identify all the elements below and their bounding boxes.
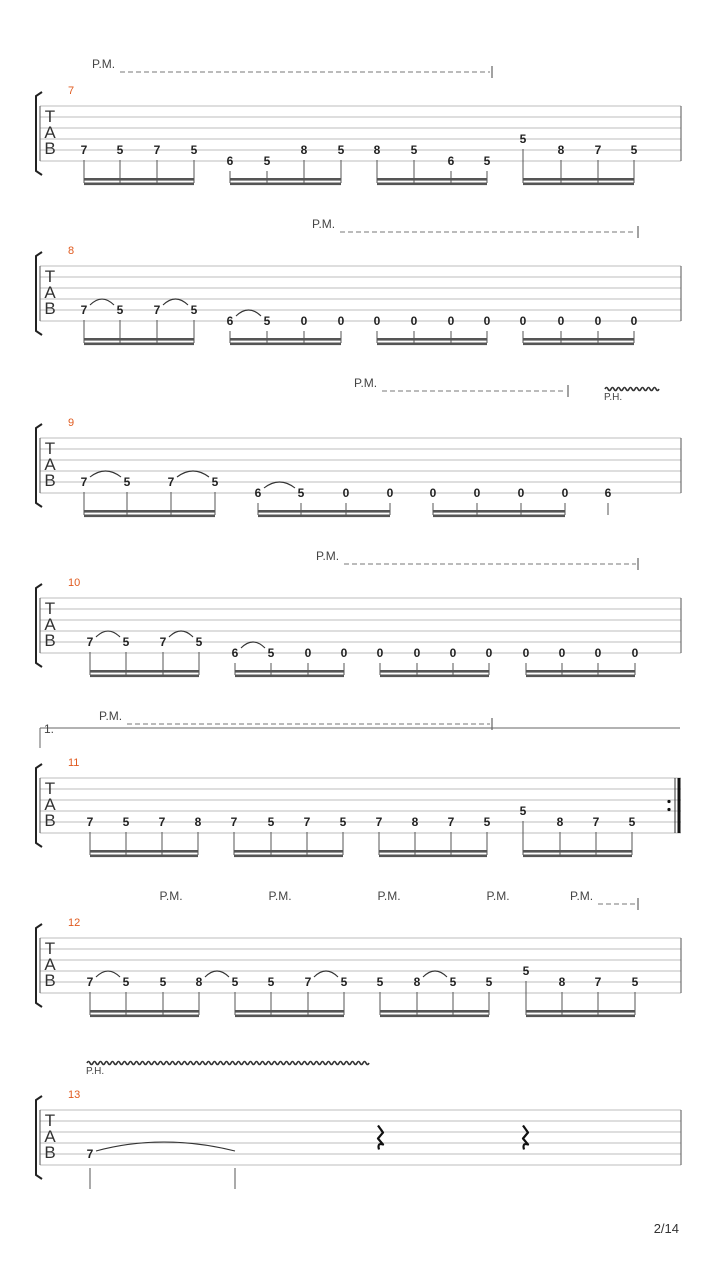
fret-number: 5 xyxy=(267,646,275,660)
fret-number: 5 xyxy=(485,975,493,989)
fret-number: 0 xyxy=(337,314,345,328)
fret-number: 6 xyxy=(604,486,612,500)
fret-number: 6 xyxy=(447,154,455,168)
tab-clef-letter: A xyxy=(44,1127,56,1146)
beam-primary xyxy=(230,178,341,181)
fret-number: 5 xyxy=(297,486,305,500)
fret-number: 0 xyxy=(304,646,312,660)
measure-number: 7 xyxy=(68,85,75,97)
fret-number: 5 xyxy=(376,975,384,989)
fret-number: 5 xyxy=(340,975,348,989)
tab-clef-letter: T xyxy=(44,939,56,958)
fret-number: 0 xyxy=(561,486,569,500)
beam-secondary xyxy=(84,183,194,186)
beam-secondary xyxy=(235,1015,344,1018)
fret-number: 5 xyxy=(116,143,124,157)
fret-number: 5 xyxy=(483,815,491,829)
fret-number: 0 xyxy=(413,646,421,660)
beam-secondary xyxy=(377,183,487,186)
tab-clef-letter: A xyxy=(44,795,56,814)
fret-number: 5 xyxy=(519,804,527,818)
fret-number: 0 xyxy=(557,314,565,328)
fret-number: 0 xyxy=(447,314,455,328)
pinch-harmonic-vibrato xyxy=(605,388,659,391)
tie-arc xyxy=(96,631,120,637)
tie-arc xyxy=(423,971,447,977)
tie-arc xyxy=(90,471,121,477)
beam-primary xyxy=(523,338,634,341)
fret-number: 7 xyxy=(230,815,238,829)
fret-number: 5 xyxy=(267,975,275,989)
fret-number: 5 xyxy=(263,154,271,168)
beam-secondary xyxy=(523,343,634,346)
fret-number: 5 xyxy=(159,975,167,989)
beam-primary xyxy=(235,1010,344,1013)
fret-number: 7 xyxy=(447,815,455,829)
beam-primary xyxy=(234,850,343,853)
fret-number: 7 xyxy=(167,475,175,489)
palm-mute-label: P.M. xyxy=(570,889,594,903)
fret-number: 5 xyxy=(337,143,345,157)
tab-clef-letter: A xyxy=(44,955,56,974)
beam-secondary xyxy=(235,675,344,678)
fret-number: 0 xyxy=(485,646,493,660)
quarter-rest xyxy=(523,1126,528,1150)
volta-label: 1. xyxy=(44,722,55,736)
fret-number: 7 xyxy=(86,1147,94,1161)
tie-arc xyxy=(96,971,120,977)
measure-number: 11 xyxy=(68,757,80,769)
measure-number: 13 xyxy=(68,1089,81,1101)
fret-number: 5 xyxy=(449,975,457,989)
quarter-rest xyxy=(378,1126,383,1150)
fret-number: 6 xyxy=(226,154,234,168)
beam-primary xyxy=(230,338,341,341)
fret-number: 0 xyxy=(631,646,639,660)
fret-number: 5 xyxy=(190,303,198,317)
beam-primary xyxy=(84,178,194,181)
fret-number: 8 xyxy=(373,143,381,157)
beam-secondary xyxy=(380,1015,489,1018)
fret-number: 0 xyxy=(630,314,638,328)
repeat-dot xyxy=(667,808,670,811)
palm-mute-label: P.M. xyxy=(486,889,510,903)
tab-clef-letter: A xyxy=(44,615,56,634)
fret-number: 7 xyxy=(592,815,600,829)
fret-number: 0 xyxy=(429,486,437,500)
beam-primary xyxy=(84,510,215,513)
fret-number: 5 xyxy=(339,815,347,829)
fret-number: 5 xyxy=(122,635,130,649)
fret-number: 0 xyxy=(386,486,394,500)
beam-secondary xyxy=(90,675,199,678)
beam-secondary xyxy=(523,855,632,858)
fret-number: 7 xyxy=(80,143,88,157)
fret-number: 0 xyxy=(376,646,384,660)
fret-number: 5 xyxy=(231,975,239,989)
fret-number: 7 xyxy=(86,975,94,989)
fret-number: 8 xyxy=(557,143,565,157)
fret-number: 7 xyxy=(158,815,166,829)
fret-number: 5 xyxy=(519,132,527,146)
fret-number: 8 xyxy=(413,975,421,989)
beam-primary xyxy=(90,1010,199,1013)
beam-secondary xyxy=(380,675,489,678)
tie-arc xyxy=(163,299,188,305)
tie-arc xyxy=(314,971,338,977)
tab-clef-letter: A xyxy=(44,123,56,142)
beam-secondary xyxy=(526,675,635,678)
fret-number: 0 xyxy=(522,646,530,660)
fret-number: 7 xyxy=(159,635,167,649)
fret-number: 5 xyxy=(122,815,130,829)
beam-secondary xyxy=(526,1015,635,1018)
fret-number: 5 xyxy=(630,143,638,157)
beam-secondary xyxy=(433,515,565,518)
system-bracket xyxy=(36,92,42,175)
system-bracket xyxy=(36,252,42,335)
beam-primary xyxy=(379,850,487,853)
beam-secondary xyxy=(379,855,487,858)
page-number: 2/14 xyxy=(653,1221,679,1236)
tie-arc xyxy=(241,642,265,648)
fret-number: 0 xyxy=(473,486,481,500)
beam-primary xyxy=(90,850,198,853)
palm-mute-label: P.M. xyxy=(159,889,183,903)
beam-secondary xyxy=(230,183,341,186)
fret-number: 7 xyxy=(153,143,161,157)
palm-mute-label: P.M. xyxy=(316,549,340,563)
fret-number: 5 xyxy=(190,143,198,157)
tab-clef-letter: B xyxy=(44,299,56,318)
fret-number: 5 xyxy=(263,314,271,328)
pinch-harmonic-label: P.H. xyxy=(86,1066,105,1077)
fret-number: 7 xyxy=(80,475,88,489)
fret-number: 0 xyxy=(340,646,348,660)
beam-primary xyxy=(380,1010,489,1013)
beam-secondary xyxy=(523,183,634,186)
tab-clef-letter: T xyxy=(44,107,56,126)
fret-number: 8 xyxy=(558,975,566,989)
fret-number: 5 xyxy=(122,975,130,989)
tab-clef-letter: B xyxy=(44,1143,56,1162)
palm-mute-label: P.M. xyxy=(354,376,378,390)
beam-secondary xyxy=(377,343,487,346)
tab-clef-letter: B xyxy=(44,471,56,490)
fret-number: 8 xyxy=(300,143,308,157)
pinch-harmonic-label: P.H. xyxy=(604,392,623,403)
palm-mute-label: P.M. xyxy=(268,889,292,903)
fret-number: 7 xyxy=(594,143,602,157)
palm-mute-label: P.M. xyxy=(99,709,123,723)
fret-number: 5 xyxy=(522,964,530,978)
fret-number: 8 xyxy=(194,815,202,829)
fret-number: 8 xyxy=(411,815,419,829)
fret-number: 7 xyxy=(303,815,311,829)
fret-number: 0 xyxy=(594,646,602,660)
beam-primary xyxy=(377,178,487,181)
tab-clef-letter: B xyxy=(44,631,56,650)
fret-number: 0 xyxy=(558,646,566,660)
fret-number: 0 xyxy=(410,314,418,328)
beam-secondary xyxy=(234,855,343,858)
fret-number: 0 xyxy=(594,314,602,328)
fret-number: 7 xyxy=(86,635,94,649)
tie-arc xyxy=(236,310,261,316)
beam-secondary xyxy=(90,1015,199,1018)
fret-number: 5 xyxy=(211,475,219,489)
fret-number: 5 xyxy=(123,475,131,489)
fret-number: 7 xyxy=(86,815,94,829)
fret-number: 5 xyxy=(116,303,124,317)
fret-number: 7 xyxy=(594,975,602,989)
beam-secondary xyxy=(230,343,341,346)
tie-arc xyxy=(169,631,193,637)
palm-mute-label: P.M. xyxy=(92,57,116,71)
tie-arc xyxy=(264,482,295,488)
fret-number: 0 xyxy=(342,486,350,500)
fret-number: 6 xyxy=(254,486,262,500)
beam-primary xyxy=(235,670,344,673)
fret-number: 0 xyxy=(373,314,381,328)
beam-primary xyxy=(526,1010,635,1013)
beam-primary xyxy=(433,510,565,513)
fret-number: 7 xyxy=(153,303,161,317)
pinch-harmonic-vibrato xyxy=(87,1062,369,1065)
system-bracket xyxy=(36,924,42,1007)
system-bracket xyxy=(36,1096,42,1179)
beam-secondary xyxy=(84,515,215,518)
beam-secondary xyxy=(84,343,194,346)
tie-arc xyxy=(177,471,209,477)
tab-clef-letter: T xyxy=(44,439,56,458)
fret-number: 0 xyxy=(449,646,457,660)
beam-primary xyxy=(523,850,632,853)
fret-number: 7 xyxy=(304,975,312,989)
beam-primary xyxy=(526,670,635,673)
tab-clef-letter: A xyxy=(44,455,56,474)
system-bracket xyxy=(36,584,42,667)
system-bracket xyxy=(36,424,42,507)
measure-number: 10 xyxy=(68,577,81,589)
beam-secondary xyxy=(90,855,198,858)
palm-mute-label: P.M. xyxy=(377,889,401,903)
tab-clef-letter: B xyxy=(44,139,56,158)
beam-primary xyxy=(380,670,489,673)
fret-number: 0 xyxy=(517,486,525,500)
fret-number: 0 xyxy=(519,314,527,328)
tab-clef-letter: T xyxy=(44,779,56,798)
tab-clef-letter: T xyxy=(44,267,56,286)
system-bracket xyxy=(36,764,42,847)
fret-number: 5 xyxy=(410,143,418,157)
measure-number: 12 xyxy=(68,917,81,929)
fret-number: 0 xyxy=(483,314,491,328)
fret-number: 5 xyxy=(267,815,275,829)
fret-number: 7 xyxy=(375,815,383,829)
fret-number: 7 xyxy=(80,303,88,317)
fret-number: 5 xyxy=(195,635,203,649)
beam-secondary xyxy=(258,515,390,518)
tab-clef-letter: B xyxy=(44,811,56,830)
fret-number: 5 xyxy=(631,975,639,989)
beam-primary xyxy=(90,670,199,673)
fret-number: 8 xyxy=(195,975,203,989)
tab-clef-letter: B xyxy=(44,971,56,990)
beam-primary xyxy=(258,510,390,513)
tie-arc xyxy=(205,971,229,977)
beam-primary xyxy=(377,338,487,341)
palm-mute-label: P.M. xyxy=(312,217,336,231)
tab-clef-letter: T xyxy=(44,1111,56,1130)
beam-primary xyxy=(84,338,194,341)
tie-arc xyxy=(90,299,114,305)
measure-number: 9 xyxy=(68,417,75,429)
fret-number: 5 xyxy=(628,815,636,829)
repeat-dot xyxy=(667,800,670,803)
fret-number: 5 xyxy=(483,154,491,168)
fret-number: 0 xyxy=(300,314,308,328)
tab-clef-letter: A xyxy=(44,283,56,302)
fret-number: 8 xyxy=(556,815,564,829)
beam-primary xyxy=(523,178,634,181)
fret-number: 6 xyxy=(231,646,239,660)
measure-number: 8 xyxy=(68,245,75,257)
tab-clef-letter: T xyxy=(44,599,56,618)
fret-number: 6 xyxy=(226,314,234,328)
